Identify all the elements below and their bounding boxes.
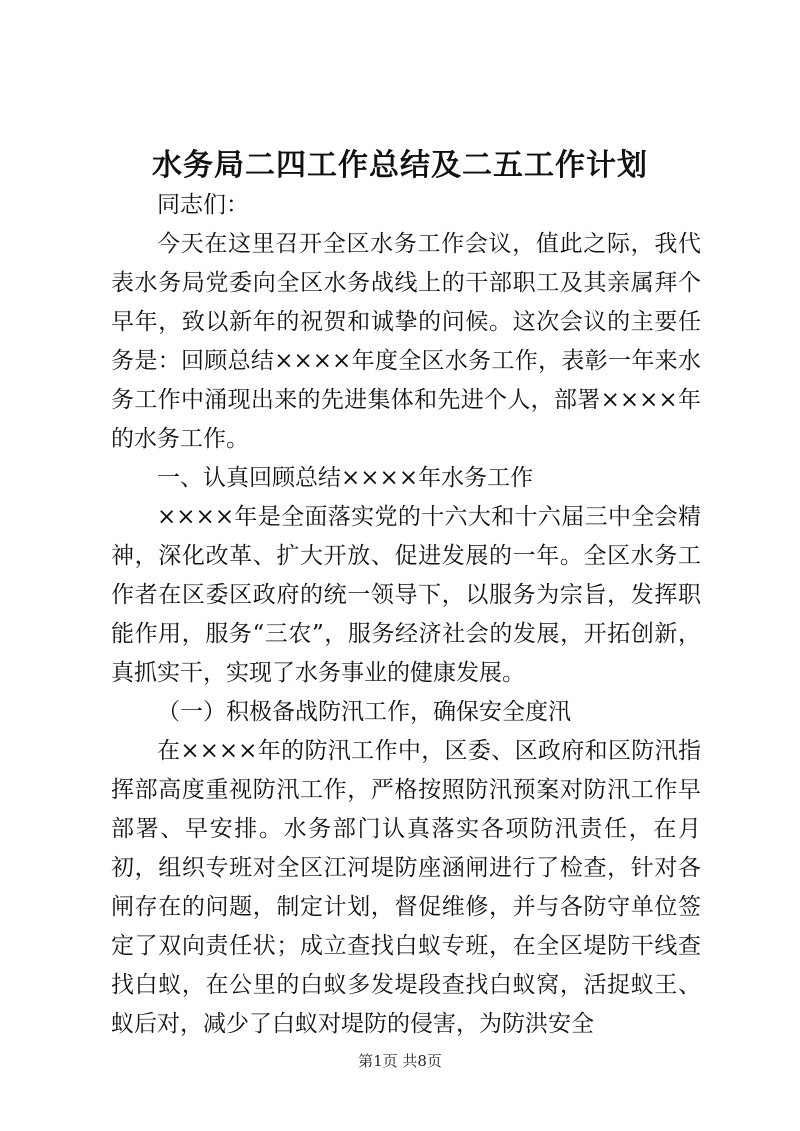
greeting-paragraph: 同志们： (157, 192, 249, 218)
subsection-1-paragraph: 在××××年的防汛工作中，区委、区政府和区防汛指挥部高度重视防汛工作，严格按照防汛预案对防汛工作早部署、早安排。水务部门认真落实各项防汛责任，在月初，组织专班对全区江河堤防座涵闸进行了检查，针对各闸存在的问题，制定计划，督促维修，并与各防守单位签定了双向责任状；成立查找白蚁专班，在全区堤防干线查找白蚁，在公里的白蚁多发堤段查找白蚁窝，活捉蚁王、蚁后对，减少了白蚁对堤防的侵害，为防洪安全 (111, 738, 701, 1037)
section-heading-1: 一、认真回顾总结××××年水务工作 (157, 465, 534, 491)
section-1-paragraph: ××××年是全面落实党的十六大和十六届三中全会精神，深化改革、扩大开放、促进发展的一年。全区水务工作者在区委区政府的统一领导下，以服务为宗旨，发挥职能作用，服务“三农”，服务经济社会的发展，开拓创新，真抓实干，实现了水务事业的健康发展。 (111, 504, 701, 686)
intro-paragraph: 今天在这里召开全区水务工作会议，值此之际，我代表水务局党委向全区水务战线上的干部职工及其亲属拜个早年，致以新年的祝贺和诚挚的问候。这次会议的主要任务是：回顾总结××××年度全区水务工作，表彰一年来水务工作中涌现出来的先进集体和先进个人，部署××××年的水务工作。 (111, 231, 701, 452)
subsection-heading-1: （一）积极备战防汛工作，确保安全度汛 (157, 699, 571, 725)
page-number-footer: 第1页 共8页 (358, 1052, 442, 1070)
document-title: 水务局二四工作总结及二五工作计划 (152, 148, 648, 183)
document-body (111, 186, 701, 1044)
